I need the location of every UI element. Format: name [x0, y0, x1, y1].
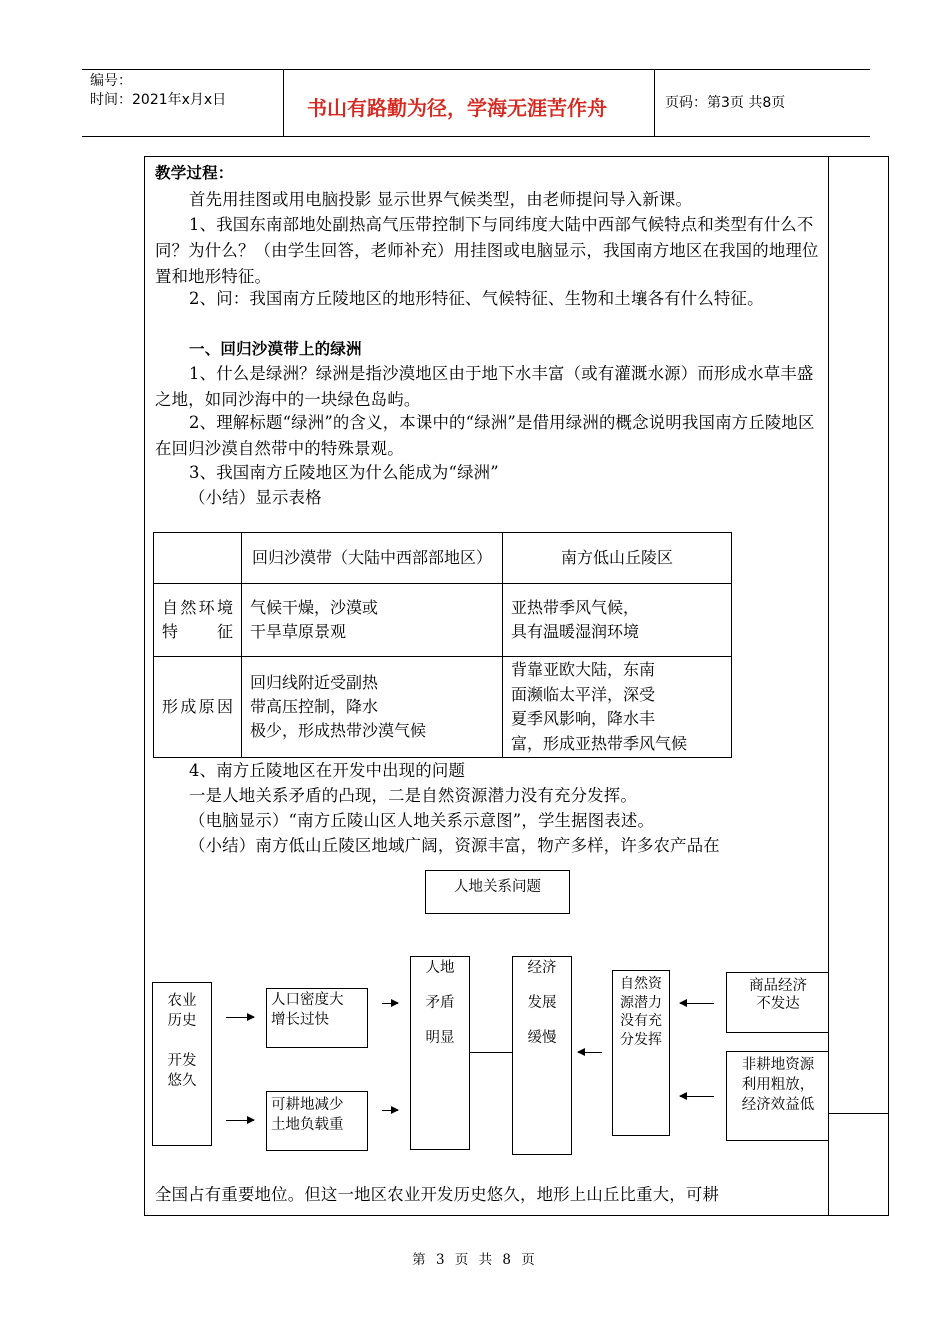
- header-top-rule: [82, 69, 870, 70]
- page-footer: 第 3 页 共 8 页: [412, 1252, 538, 1268]
- diagram-population-box: 人口密度大 增长过快: [266, 988, 368, 1048]
- diagram-connector: [470, 1052, 512, 1053]
- frame-left: [144, 156, 145, 1216]
- header-bottom-rule: [82, 136, 870, 137]
- paragraph: 一是人地关系矛盾的凸现，二是自然资源潜力没有充分发挥。: [189, 786, 637, 805]
- paragraph: 首先用挂图或用电脑投影 显示世界气候类型，由老师提问导入新课。: [189, 190, 693, 209]
- table-cell: 背靠亚欧大陆，东南 面濒临太平洋，深受 夏季风影响，降水丰 富，形成亚热带季风气候: [503, 657, 732, 758]
- frame-right: [888, 156, 889, 1216]
- diagram-conflict-box: 人地 矛盾 明显: [410, 956, 470, 1150]
- paragraph: （电脑显示）“南方丘陵山区人地关系示意图”，学生据图表述。: [189, 811, 655, 830]
- table-row: [154, 657, 732, 758]
- arrow-left-icon: [680, 1096, 714, 1097]
- table-cell: 气候干燥，沙漠或 干旱草原景观: [242, 584, 503, 657]
- header-motto: 书山有路勤为径，学海无涯苦作舟: [307, 96, 607, 120]
- paragraph: 4、南方丘陵地区在开发中出现的问题: [189, 761, 466, 780]
- doc-date-label: 时间：2021年x月x日: [90, 92, 227, 108]
- frame-bottom: [144, 1215, 889, 1216]
- comparison-table: [153, 532, 732, 758]
- diagram-land-box: 可耕地减少 土地负载重: [266, 1091, 368, 1151]
- arrow-left-icon: [578, 1052, 602, 1053]
- table-header-cell: 回归沙漠带（大陆中西部部地区）: [242, 533, 503, 584]
- table-cell: 亚热带季风气候， 具有温暖湿润环境: [503, 584, 732, 657]
- table-header-row: [154, 533, 732, 584]
- table-corner-cell: [154, 533, 242, 584]
- diagram-commodity-box: 商品经济 不发达: [726, 972, 829, 1033]
- frame-top: [144, 156, 889, 157]
- paragraph: 2、理解标题“绿洲”的含义，本课中的“绿洲”是借用绿洲的概念说明我国南方丘陵地区在回归沙漠自然带中的特殊景观。: [155, 413, 815, 458]
- diagram-top-box: 人地关系问题: [425, 870, 570, 914]
- page-info: 页码：第3页 共8页: [665, 95, 786, 111]
- arrow-right-icon: [226, 1120, 254, 1121]
- diagram-nonarable-box: 非耕地资源 利用粗放， 经济效益低: [726, 1051, 829, 1141]
- table-row-label: 形成原因: [154, 657, 242, 758]
- table-cell: 回归线附近受副热 带高压控制，降水 极少，形成热带沙漠气候: [242, 657, 503, 758]
- paragraph: 1、我国东南部地处副热高气压带控制下与同纬度大陆中西部气候特点和类型有什么不同？为什么？（由学生回答，老师补充）用挂图或电脑显示，我国南方地区在我国的地理位置和地形特征。: [155, 215, 819, 286]
- arrow-left-icon: [680, 1003, 714, 1004]
- diagram-history-box: 农业 历史 开发 悠久: [152, 982, 212, 1146]
- doc-number-label: 编号：: [90, 73, 132, 89]
- header-divider: [654, 70, 655, 136]
- paragraph: 3、我国南方丘陵地区为什么能成为“绿洲”: [189, 463, 499, 482]
- table-header-cell: 南方低山丘陵区: [503, 533, 732, 584]
- paragraph: 2、问：我国南方丘陵地区的地形特征、气候特征、生物和土壤各有什么特征。: [189, 289, 764, 308]
- arrow-right-icon: [382, 1003, 398, 1004]
- table-row-label: 自然环境特征: [154, 584, 242, 657]
- arrow-right-icon: [382, 1110, 398, 1111]
- table-row: [154, 584, 732, 657]
- paragraph: 1、什么是绿洲？绿洲是指沙漠地区由于地下水丰富（或有灌溉水源）而形成水草丰盛之地，如同沙海中的一块绿色岛屿。: [155, 364, 814, 409]
- diagram-resource-box: 自然资 源潜力 没有充 分发挥: [612, 970, 670, 1136]
- diagram-economy-box: 经济 发展 缓慢: [512, 956, 572, 1155]
- frame-side-rule: [828, 1113, 889, 1114]
- paragraph: （小结）南方低山丘陵区地域广阔，资源丰富，物产多样，许多农产品在: [189, 836, 720, 855]
- header-divider: [283, 70, 284, 136]
- paragraph: 全国占有重要地位。但这一地区农业开发历史悠久，地形上山丘比重大，可耕: [155, 1185, 720, 1204]
- paragraph: （小结）显示表格: [189, 488, 322, 507]
- section-title: 教学过程：: [155, 164, 234, 182]
- subsection-title: 一、回归沙漠带上的绿洲: [189, 340, 362, 358]
- arrow-right-icon: [226, 1017, 254, 1018]
